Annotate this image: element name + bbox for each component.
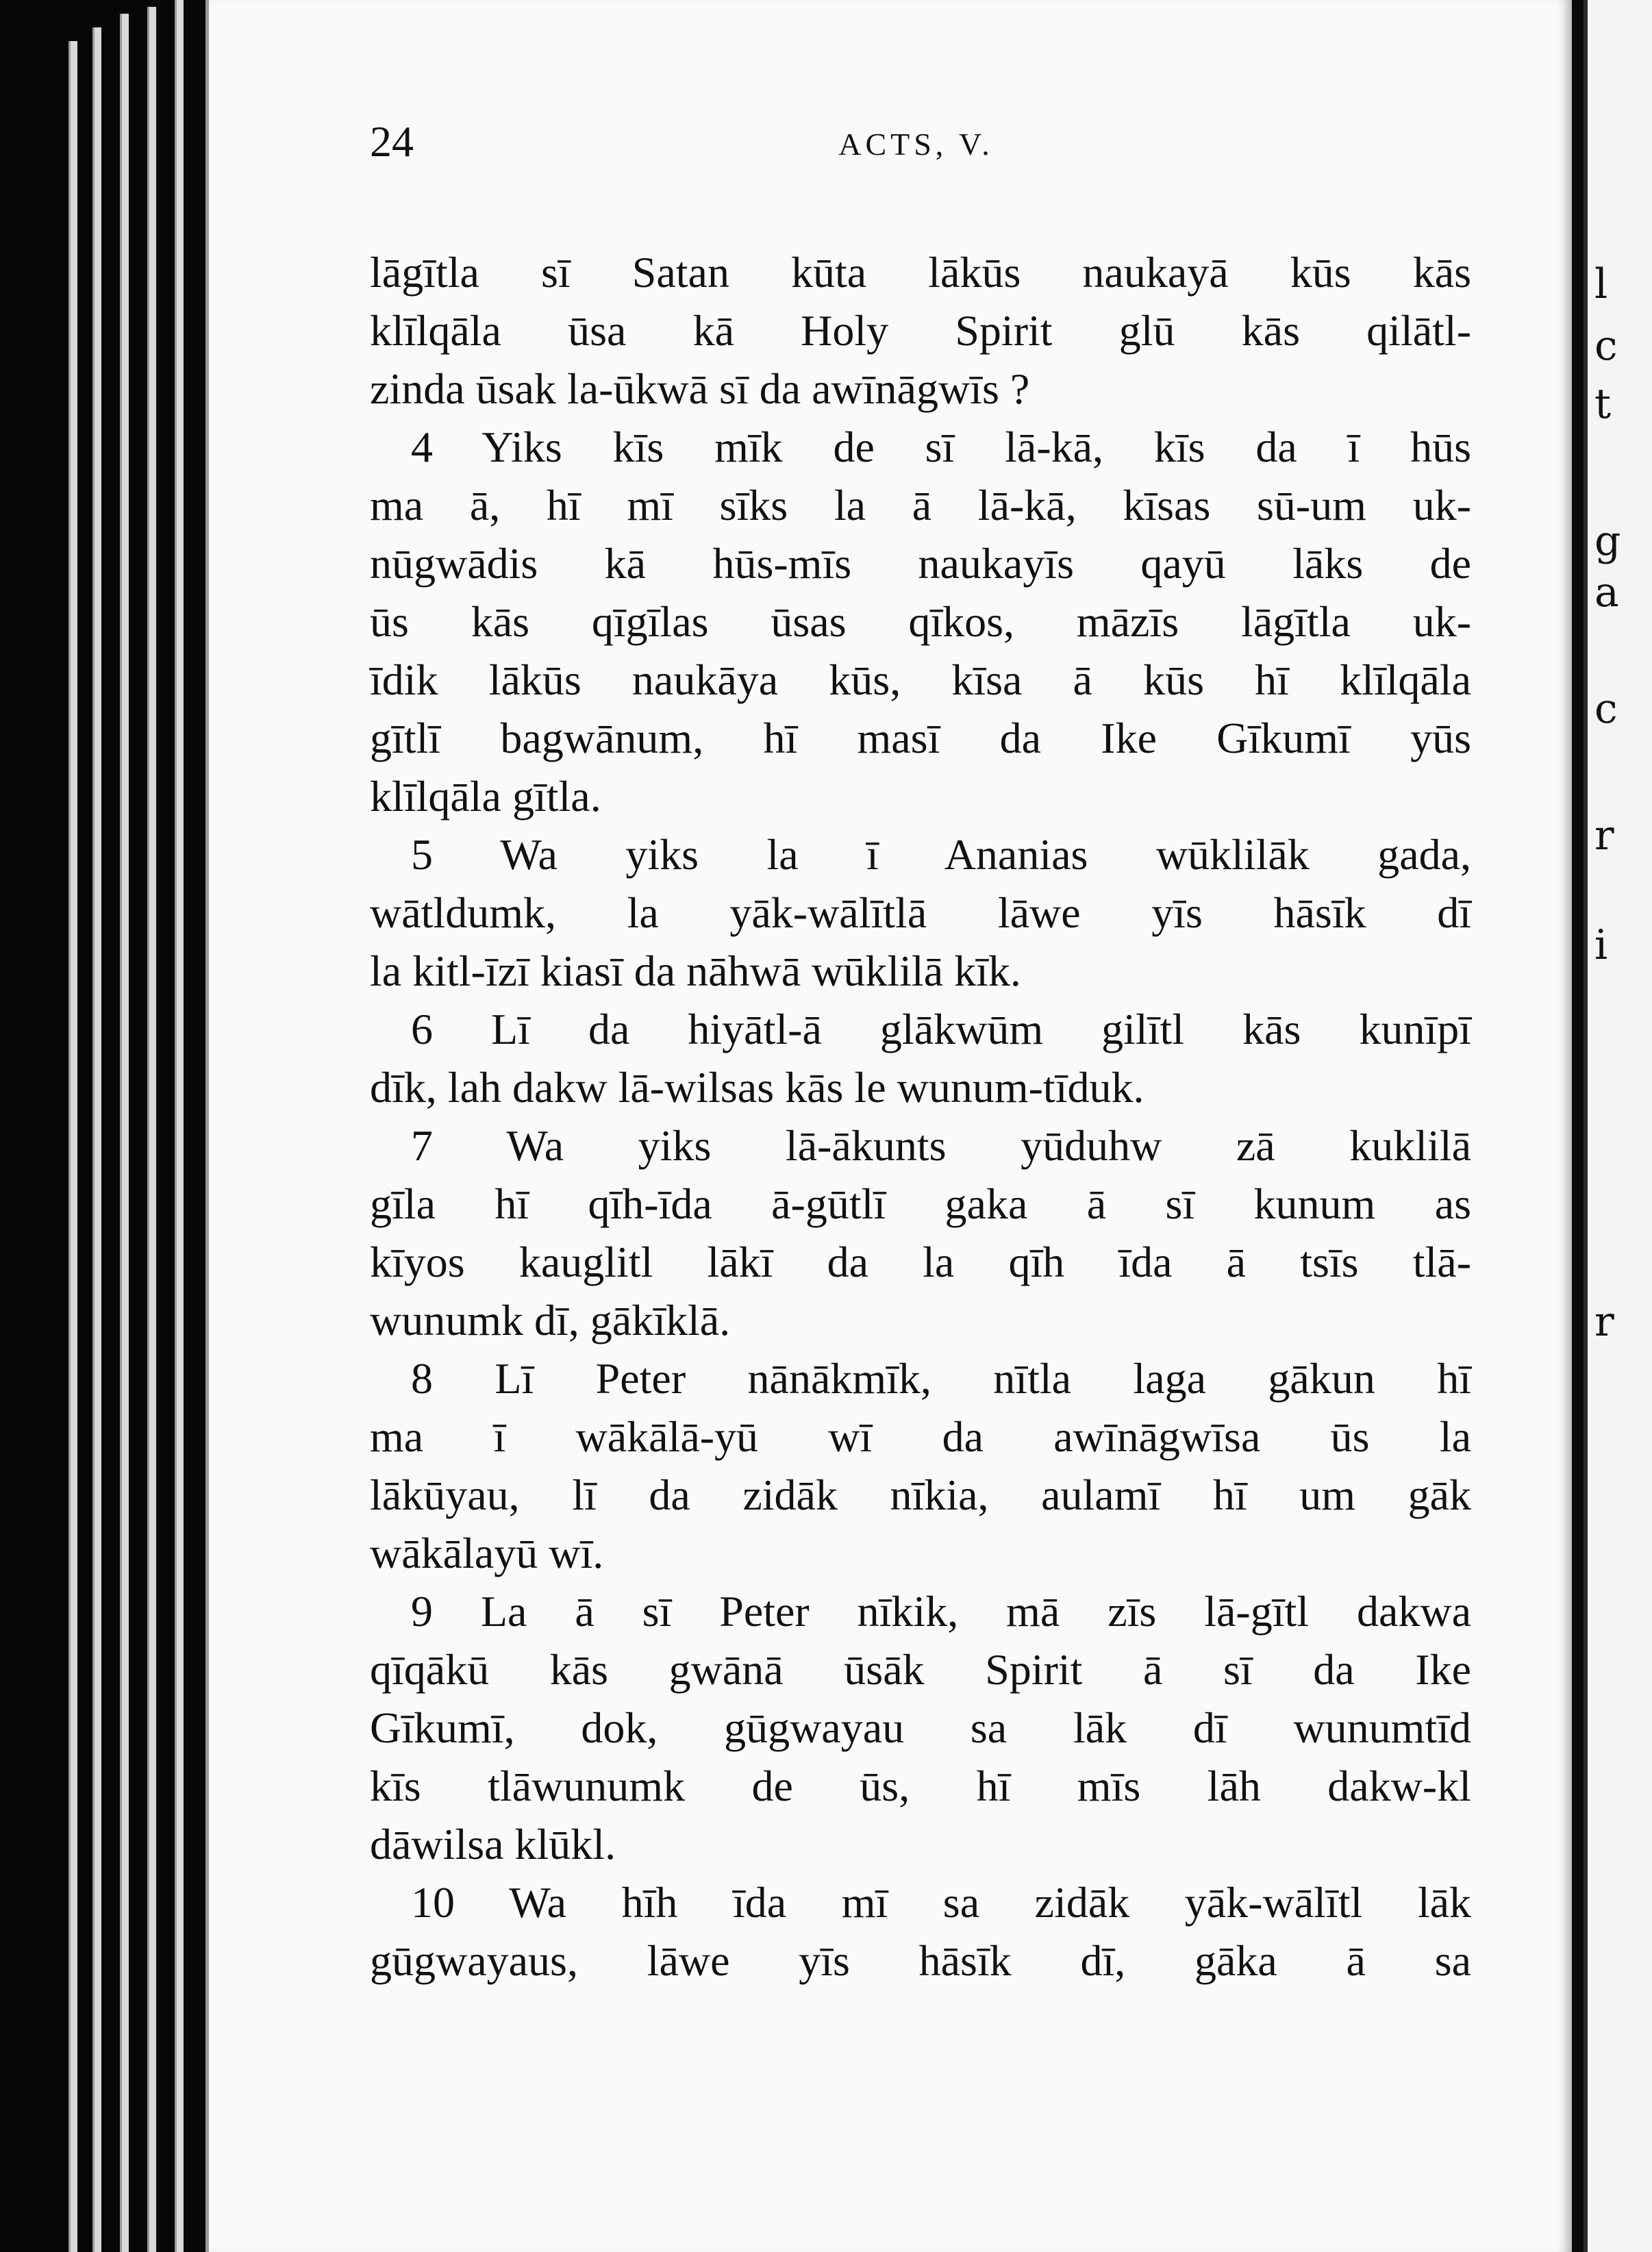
facing-page-fragment: r (1594, 1298, 1614, 1346)
text-line: 7 Wa yiks lā-ākunts yūduhw zā kuklilā (411, 1121, 1471, 1170)
text-line: 4 Yiks kīs mīk de sī lā-kā, kīs da ī hūs (411, 423, 1471, 471)
text-line: wunumk dī, gākīklā. (370, 1296, 731, 1344)
text-line: zinda ūsak la-ūkwā sī da awīnāgwīs ? (370, 364, 1030, 413)
facing-page-fragment: c (1594, 322, 1618, 370)
facing-page-fragment: r (1594, 812, 1614, 860)
text-line: wākālayū wī. (370, 1529, 604, 1577)
text-line: klīlqāla gītla. (370, 772, 601, 821)
page-edge (175, 0, 184, 2252)
page-number: 24 (370, 117, 414, 166)
text-line: qīqākū kās gwānā ūsāk Spirit ā sī da Ike (370, 1645, 1471, 1694)
facing-page-fragment: g (1594, 517, 1621, 565)
text-line: 5 Wa yiks la ī Ananias wūklilāk gada, (411, 830, 1471, 879)
text-line: īdik lākūs naukāya kūs, kīsa ā kūs hī klīlqāla (370, 655, 1471, 704)
text-line: kīyos kauglitl lākī da la qīh īda ā tsīs tlā- (370, 1238, 1471, 1286)
page-edge (68, 41, 77, 2252)
text-line: lākūyau, lī da zidāk nīkia, aulamī hī um gāk (370, 1471, 1471, 1519)
text-line: Gīkumī, dok, gūgwayau sa lāk dī wunumtīd (370, 1703, 1471, 1752)
body-text (370, 243, 1471, 1990)
text-line: la kitl-īzī kiasī da nāhwā wūklilā kīk. (370, 947, 1021, 995)
text-line: gūgwayaus, lāwe yīs hāsīk dī, gāka ā sa (370, 1936, 1471, 1985)
page-edge (120, 14, 129, 2252)
text-line: wātldumk, la yāk-wālītlā lāwe yīs hāsīk dī (370, 888, 1471, 937)
facing-page-fragment: t (1594, 380, 1612, 428)
text-line: nūgwādis kā hūs-mīs naukayīs qayū lāks de (370, 539, 1471, 588)
text-line: 10 Wa hīh īda mī sa zidāk yāk-wālītl lāk (411, 1878, 1471, 1927)
page-edge (147, 7, 156, 2252)
text-line: dīk, lah dakw lā-wilsas kās le wunum-tīduk. (370, 1063, 1144, 1112)
facing-page-fragment: c (1594, 685, 1618, 733)
running-head (370, 116, 1462, 171)
book-page (205, 0, 1575, 2252)
text-line: dāwilsa klūkl. (370, 1820, 616, 1868)
facing-page-fragment: l (1594, 260, 1608, 308)
text-line: 6 Lī da hiyātl-ā glākwūm gilītl kās kunīpī (411, 1005, 1471, 1053)
page-edge (92, 27, 101, 2252)
text-line: ma ī wākālā-yū wī da awīnāgwīsa ūs la (370, 1412, 1471, 1461)
facing-page-fragment: i (1594, 921, 1608, 969)
text-line: lāgītla sī Satan kūta lākūs naukayā kūs kās (370, 248, 1471, 297)
text-line: ūs kās qīgīlas ūsas qīkos, māzīs lāgītla uk- (370, 597, 1471, 646)
text-line: 9 La ā sī Peter nīkik, mā zīs lā-gītl dakwa (411, 1587, 1471, 1636)
text-line: klīlqāla ūsa kā Holy Spirit glū kās qilātl- (370, 306, 1471, 355)
text-line: ma ā, hī mī sīks la ā lā-kā, kīsas sū-um uk- (370, 481, 1471, 529)
text-line: gītlī bagwānum, hī masī da Ike Gīkumī yūs (370, 714, 1471, 762)
facing-page-edge (1584, 0, 1652, 2252)
page-heading: ACTS, V. (838, 127, 994, 162)
text-line: gīla hī qīh-īda ā-gūtlī gaka ā sī kunum as (370, 1179, 1471, 1228)
facing-page-fragment: a (1594, 568, 1619, 616)
text-line: 8 Lī Peter nānākmīk, nītla laga gākun hī (411, 1354, 1471, 1403)
text-line: kīs tlāwunumk de ūs, hī mīs lāh dakw-kl (370, 1762, 1471, 1810)
